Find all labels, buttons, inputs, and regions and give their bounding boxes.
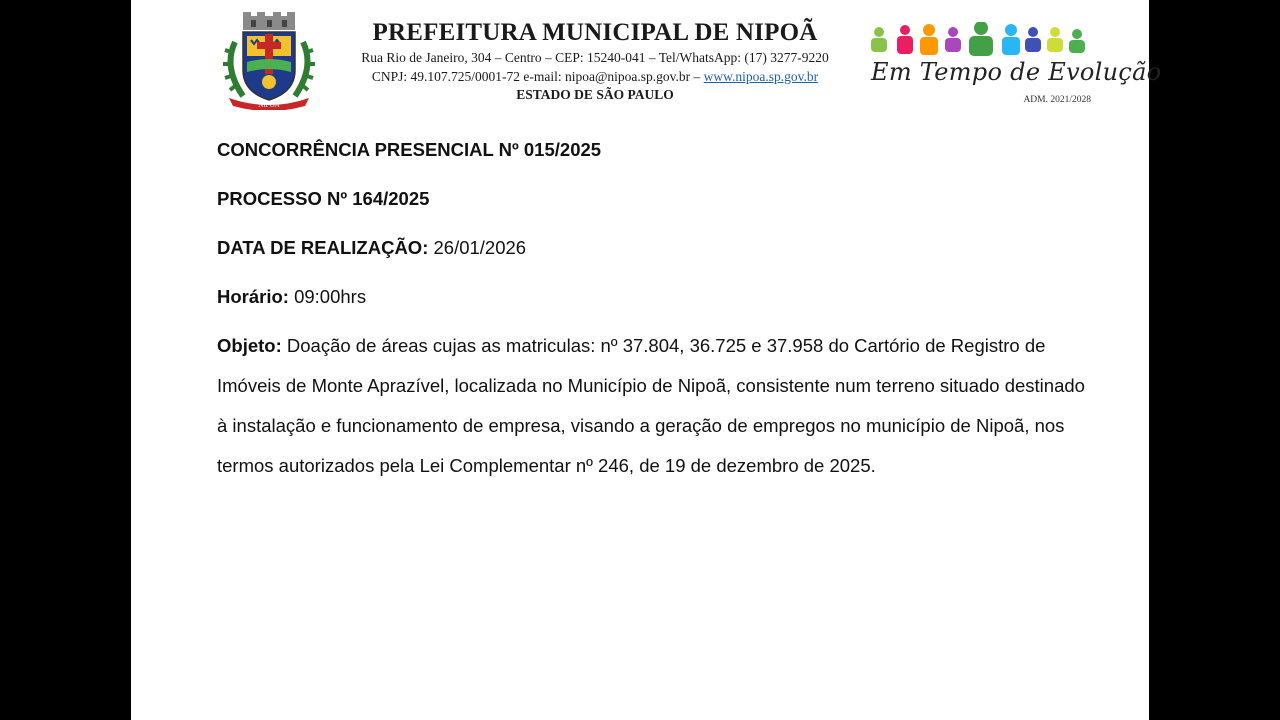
horario-line	[217, 285, 1097, 308]
processo-text: PROCESSO Nº 164/2025	[217, 188, 430, 209]
coat-of-arms-icon	[221, 12, 317, 110]
document-body	[217, 138, 1097, 512]
data-value: 26/01/2026	[428, 237, 527, 258]
website-link[interactable]: www.nipoa.sp.gov.br	[703, 69, 819, 84]
objeto-label: Objeto:	[217, 335, 282, 356]
document-page	[131, 0, 1162, 720]
address-line: Rua Rio de Janeiro, 304 – Centro – CEP: 15240-041 – Tel/WhatsApp: (17) 3277-9220	[361, 50, 829, 65]
horario-label: Horário:	[217, 286, 289, 307]
administration-period: ADM. 2021/2028	[1023, 95, 1091, 105]
letterhead	[331, 18, 859, 104]
data-label: DATA DE REALIZAÇÃO:	[217, 237, 429, 258]
cnpj-email: CNPJ: 49.107.725/0001-72 e-mail: nipoa@nipoa.sp.gov.br –	[371, 69, 704, 84]
processo-heading	[217, 187, 1097, 210]
objeto-value: Doação de áreas cujas as matriculas: nº 37.804, 36.725 e 37.958 do Cartório de Registro de Imóveis de Monte Aprazível, localizada no Município de Nipoã, consistente num terreno situado destinado à instalação e funcionamento de empresa, visando a geração de empregos no município de Nipoã, nos termos autorizados pela Lei Complementar nº 246, de 19 de dezembro de 2025.	[217, 335, 1085, 476]
cnpj-email-line	[331, 67, 859, 86]
concorrencia-text: CONCORRÊNCIA PRESENCIAL Nº 015/2025	[217, 139, 602, 160]
horario-value: 09:00hrs	[288, 286, 367, 307]
campaign-slogan: Em Tempo de Evolução	[871, 58, 1162, 86]
concorrencia-heading	[217, 138, 1097, 161]
objeto-paragraph	[217, 326, 1097, 486]
municipality-title: PREFEITURA MUNICIPAL DE NIPOÃ	[372, 19, 818, 46]
data-realizacao-line	[217, 236, 1097, 259]
people-figures-icon	[869, 22, 1091, 62]
state-line: ESTADO DE SÃO PAULO	[516, 87, 674, 102]
coat-banner-text: NIPOÃ	[258, 101, 280, 109]
campaign-logo	[869, 22, 1162, 112]
